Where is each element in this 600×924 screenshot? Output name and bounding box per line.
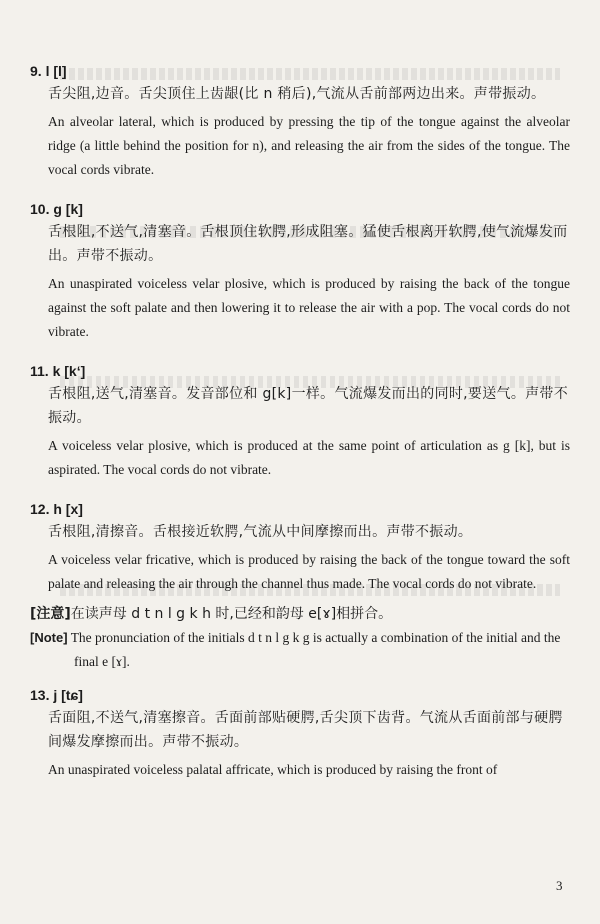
entry-english-text: A voiceless velar fricative, which is produced by raising the back of the tongue toward the soft palate and releasing the air through the channel thus made. The vocal cords do not vibrate. bbox=[48, 552, 570, 591]
entry-j bbox=[30, 684, 570, 782]
entry-heading: 11. k [kʻ] bbox=[30, 363, 86, 379]
entry-heading: 12. h [x] bbox=[30, 501, 83, 517]
entry-chinese-text: 舌面阻,不送气,清塞擦音。舌面前部贴硬腭,舌尖顶下齿背。气流从舌面前部与硬腭间爆发摩擦而出。声带不振动。 bbox=[48, 710, 563, 750]
entry-g bbox=[30, 198, 570, 344]
entry-chinese-text: 舌根阻,清擦音。舌根接近软腭,气流从中间摩擦而出。声带不振动。 bbox=[48, 524, 473, 540]
note-chinese bbox=[30, 602, 570, 626]
entry-chinese-text: 舌根阻,不送气,清塞音。舌根顶住软腭,形成阻塞。猛使舌根离开软腭,使气流爆发而出。声带不振动。 bbox=[48, 224, 568, 264]
entry-english-text: An unaspirated voiceless velar plosive, which is produced by raising the back of the tongue against the soft palate and then lowering it to release the air with a pop. The vocal cords do not vibrate. bbox=[48, 276, 570, 339]
entry-k bbox=[30, 360, 570, 482]
entry-l bbox=[30, 60, 570, 182]
entry-heading: 13. j [tɕ] bbox=[30, 687, 83, 703]
entry-chinese-text: 舌尖阻,边音。舌尖顶住上齿龈(比 n 稍后),气流从舌前部两边出来。声带振动。 bbox=[48, 86, 546, 102]
entry-heading: 10. g [k] bbox=[30, 201, 83, 217]
note-block bbox=[30, 602, 570, 674]
entry-english-text: An alveolar lateral, which is produced by pressing the tip of the tongue against the alveolar ridge (a little behind the position for n), and releasing the air from the sides of the tongue. The vocal cords vibrate. bbox=[48, 114, 570, 177]
entry-english-text: A voiceless velar plosive, which is produced at the same point of articulation as g [k], but is aspirated. The vocal cords do not vibrate. bbox=[48, 438, 570, 477]
note-tag-en: [Note] bbox=[30, 630, 68, 645]
note-text-zh: 在读声母 d t n l g k h 时,已经和韵母 e[ɤ]相拼合。 bbox=[70, 606, 393, 622]
entry-heading: 9. l [l] bbox=[30, 63, 67, 79]
entry-english-text: An unaspirated voiceless palatal affricate, which is produced by raising the front of bbox=[48, 762, 498, 777]
entry-h bbox=[30, 498, 570, 596]
note-english bbox=[30, 626, 570, 674]
entry-chinese-text: 舌根阻,送气,清塞音。发音部位和 g[k]一样。气流爆发而出的同时,要送气。声带不振动。 bbox=[48, 386, 569, 426]
note-text-en: The pronunciation of the initials d t n l g k g is actually a combination of the initial and the final e [ɤ]. bbox=[70, 630, 561, 669]
note-tag-zh: [注意] bbox=[30, 606, 71, 622]
page-number: 3 bbox=[556, 878, 563, 893]
document-page bbox=[30, 60, 570, 782]
